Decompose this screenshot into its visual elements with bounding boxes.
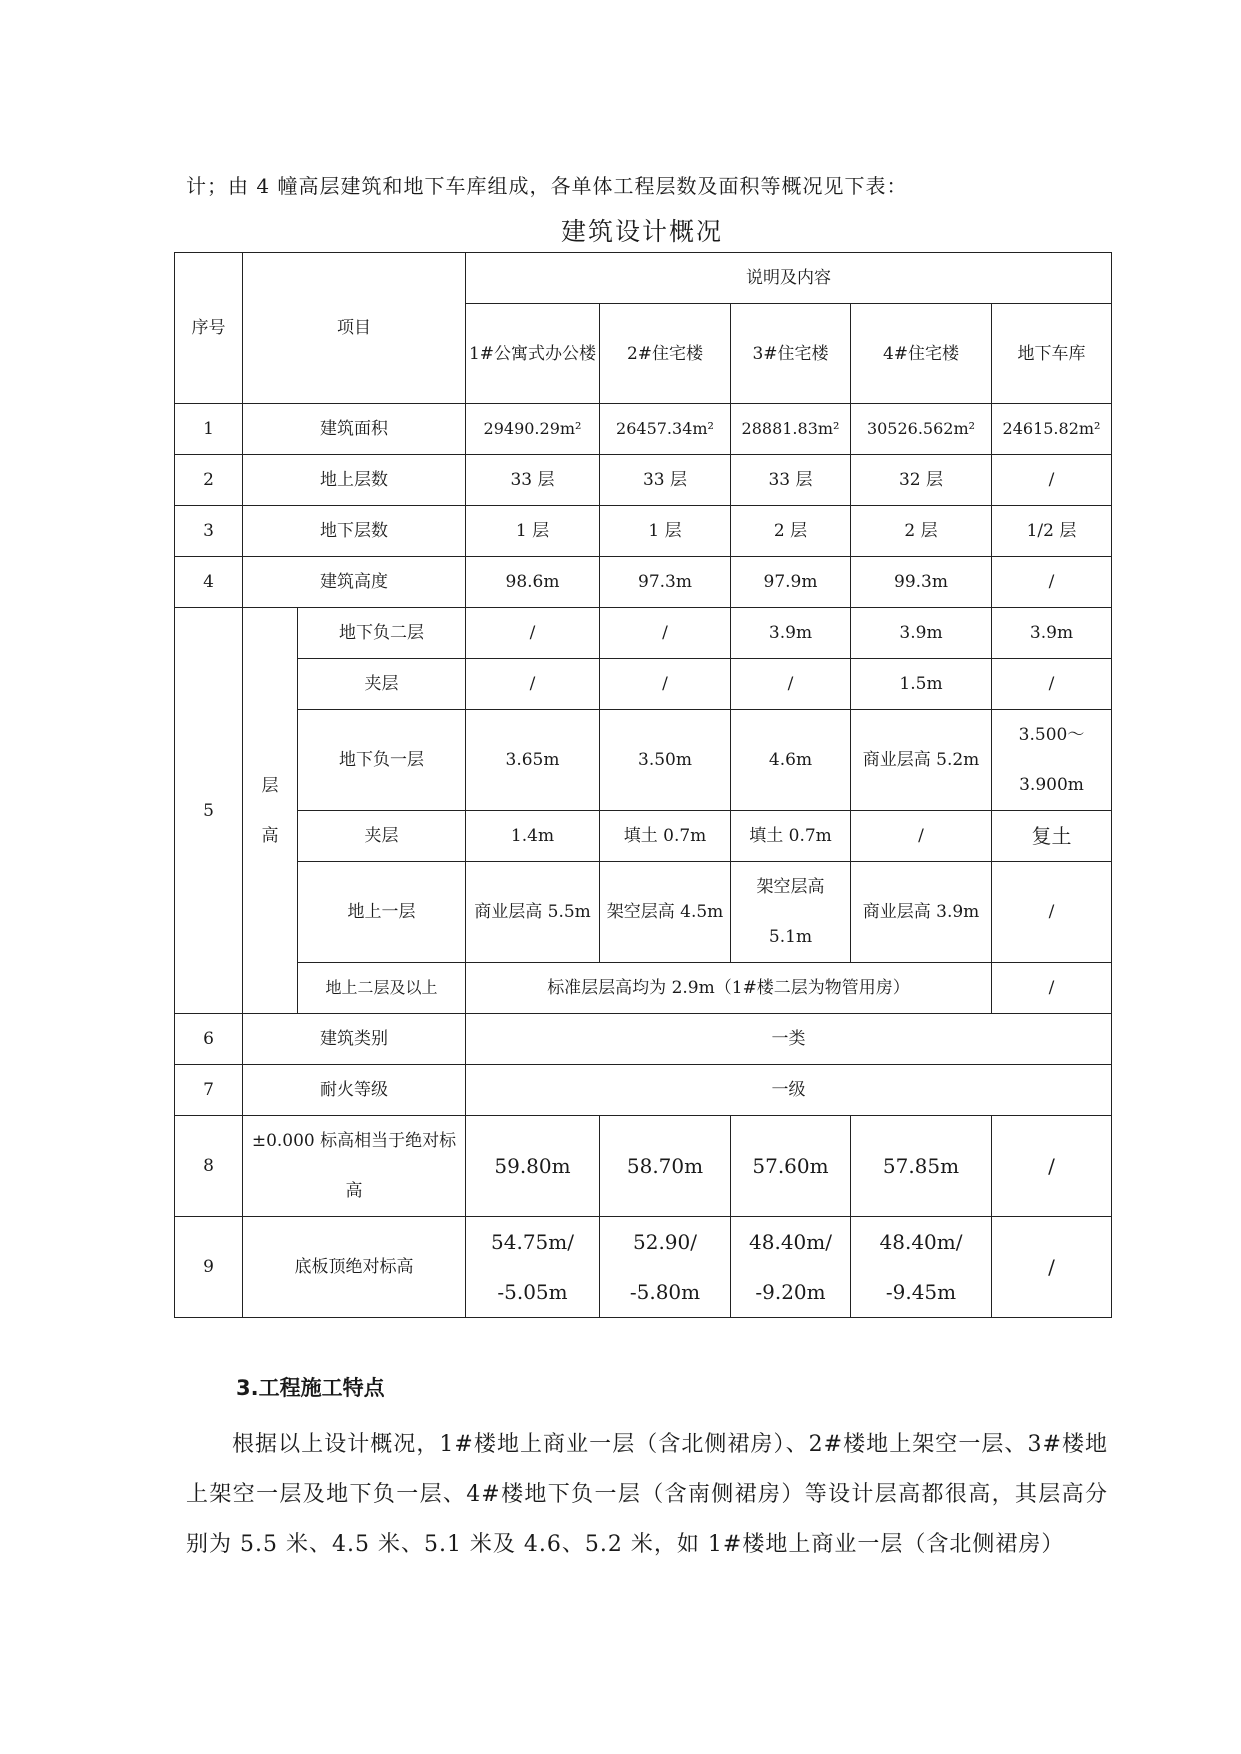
row-label: 地上二层及以上 (298, 963, 466, 1014)
table-row (175, 1116, 1112, 1217)
intro-line: 计；由 4 幢高层建筑和地下车库组成，各单体工程层数及面积等概况见下表： (186, 174, 908, 198)
row-seq: 1 (175, 404, 243, 455)
section-heading: 3.工程施工特点 (236, 1376, 385, 1400)
table-cell: / (600, 659, 731, 710)
row-seq: 7 (175, 1065, 243, 1116)
row-label: 地下负一层 (298, 710, 466, 811)
table-cell: 58.70m (600, 1116, 731, 1217)
table-row (175, 506, 1112, 557)
table-row (175, 659, 1112, 710)
table-row (175, 455, 1112, 506)
table-cell: 52.90/ -5.80m (600, 1217, 731, 1318)
table-cell: 架空层高 4.5m (600, 862, 731, 963)
table-cell: 26457.34m² (600, 404, 731, 455)
table-cell: / (731, 659, 851, 710)
header-item: 项目 (243, 253, 466, 404)
table-cell: 99.3m (851, 557, 992, 608)
row-seq: 8 (175, 1116, 243, 1217)
table-cell: 29490.29m² (466, 404, 600, 455)
table-cell: / (992, 455, 1112, 506)
table-cell: 33 层 (600, 455, 731, 506)
body-paragraph: 根据以上设计概况，1#楼地上商业一层（含北侧裙房）、2#楼地上架空一层、3#楼地上架空一层及地下负一层、4#楼地下负一层（含南侧裙房）等设计层高都很高，其层高分别为 5.5 米、4.5 米、5.1 米及 4.6、5.2 米，如 1#楼地上商业一层（含北侧裙房） (186, 1432, 1108, 1557)
table-cell: 97.9m (731, 557, 851, 608)
row-label: 地上一层 (298, 862, 466, 963)
table-cell: 1 层 (600, 506, 731, 557)
table-cell: 98.6m (466, 557, 600, 608)
header-seq: 序号 (175, 253, 243, 404)
table-cell: 3.9m (992, 608, 1112, 659)
row-label: 建筑面积 (243, 404, 466, 455)
table-cell: 1.4m (466, 811, 600, 862)
building-design-table (174, 252, 1112, 1318)
table-cell: / (992, 557, 1112, 608)
table-cell: 2 层 (731, 506, 851, 557)
table-cell: 33 层 (731, 455, 851, 506)
table-cell: / (600, 608, 731, 659)
table-cell: / (992, 1116, 1112, 1217)
row-label: 耐火等级 (243, 1065, 466, 1116)
table-cell: 复土 (992, 811, 1112, 862)
table-cell: 57.85m (851, 1116, 992, 1217)
table-row (175, 811, 1112, 862)
row-seq: 2 (175, 455, 243, 506)
header-building-garage: 地下车库 (992, 304, 1112, 404)
table-cell: 3.500～ 3.900m (992, 710, 1112, 811)
group-label-floor-height (243, 608, 298, 1014)
header-building-1: 1#公寓式办公楼 (466, 304, 600, 404)
group-label-char: 层 (261, 775, 279, 796)
table-cell: / (992, 862, 1112, 963)
header-building-4: 4#住宅楼 (851, 304, 992, 404)
table-row (175, 404, 1112, 455)
table-cell: 架空层高 5.1m (731, 862, 851, 963)
row-seq: 3 (175, 506, 243, 557)
table-cell: / (466, 659, 600, 710)
table-cell: 3.9m (731, 608, 851, 659)
table-cell: 97.3m (600, 557, 731, 608)
table-cell: 1.5m (851, 659, 992, 710)
table-cell: 1/2 层 (992, 506, 1112, 557)
table-cell: 48.40m/ -9.45m (851, 1217, 992, 1318)
group-label-char: 高 (261, 825, 279, 846)
table-cell: / (992, 963, 1112, 1014)
table-cell-merged: 一级 (466, 1065, 1112, 1116)
table-cell-merged: 一类 (466, 1014, 1112, 1065)
row-label: ±0.000 标高相当于绝对标高 (243, 1116, 466, 1217)
table-cell: 商业层高 5.5m (466, 862, 600, 963)
row-label: 夹层 (298, 659, 466, 710)
table-cell: 商业层高 5.2m (851, 710, 992, 811)
table-cell: / (466, 608, 600, 659)
header-building-3: 3#住宅楼 (731, 304, 851, 404)
table-row (175, 1014, 1112, 1065)
table-cell: / (992, 659, 1112, 710)
table-cell: 28881.83m² (731, 404, 851, 455)
table-row (175, 1065, 1112, 1116)
table-cell: 1 层 (466, 506, 600, 557)
table-row (175, 1217, 1112, 1318)
header-desc: 说明及内容 (466, 253, 1112, 304)
table-cell: 57.60m (731, 1116, 851, 1217)
row-seq: 5 (175, 608, 243, 1014)
table-row (175, 862, 1112, 963)
row-label: 建筑类别 (243, 1014, 466, 1065)
row-label: 底板顶绝对标高 (243, 1217, 466, 1318)
row-label: 地下层数 (243, 506, 466, 557)
table-cell: 3.65m (466, 710, 600, 811)
row-seq: 4 (175, 557, 243, 608)
table-cell: 59.80m (466, 1116, 600, 1217)
table-cell-merged: 标准层层高均为 2.9m（1#楼二层为物管用房） (466, 963, 992, 1014)
table-cell: 4.6m (731, 710, 851, 811)
row-seq: 9 (175, 1217, 243, 1318)
table-cell: 商业层高 3.9m (851, 862, 992, 963)
table-row (175, 557, 1112, 608)
table-cell: 33 层 (466, 455, 600, 506)
header-building-2: 2#住宅楼 (600, 304, 731, 404)
table-cell: 填土 0.7m (600, 811, 731, 862)
row-seq: 6 (175, 1014, 243, 1065)
row-label: 建筑高度 (243, 557, 466, 608)
row-label: 地下负二层 (298, 608, 466, 659)
table-row (175, 963, 1112, 1014)
table-row (175, 710, 1112, 811)
table-row (175, 608, 1112, 659)
table-cell: 24615.82m² (992, 404, 1112, 455)
table-title: 建筑设计概况 (560, 217, 723, 246)
row-label: 夹层 (298, 811, 466, 862)
table-cell: 填土 0.7m (731, 811, 851, 862)
table-cell: 3.50m (600, 710, 731, 811)
row-label: 地上层数 (243, 455, 466, 506)
table-cell: 3.9m (851, 608, 992, 659)
table-cell: 30526.562m² (851, 404, 992, 455)
header-row (175, 253, 1112, 304)
table-cell: 32 层 (851, 455, 992, 506)
table-cell: / (851, 811, 992, 862)
table-cell: 2 层 (851, 506, 992, 557)
table-cell: 48.40m/ -9.20m (731, 1217, 851, 1318)
table-cell: / (992, 1217, 1112, 1318)
table-cell: 54.75m/ -5.05m (466, 1217, 600, 1318)
